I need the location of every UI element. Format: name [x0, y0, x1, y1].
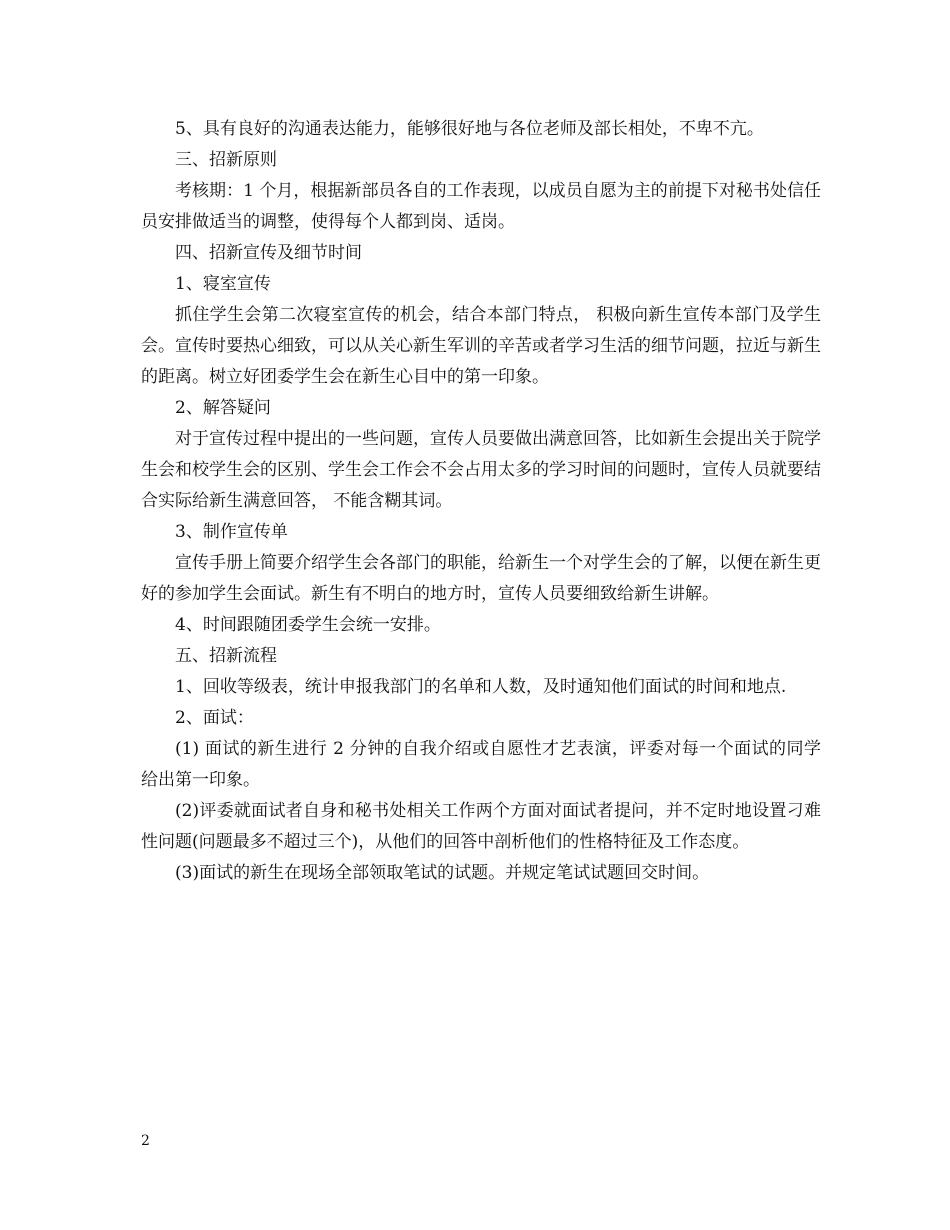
paragraph-make-flyers: 宣传手册上简要介绍学生会各部门的职能，给新生一个对学生会的了解，以便在新生更好的参加学生会面试。新生有不明白的地方时，宣传人员要细致给新生讲解。 — [141, 553, 821, 604]
page-number: 2 — [141, 1133, 150, 1149]
heading-recruitment-process: 五、招新流程 — [175, 646, 277, 666]
paragraph-schedule: 4、时间跟随团委学生会统一安排。 — [175, 615, 441, 635]
subheading-interview: 2、面试： — [175, 708, 254, 728]
paragraph-dorm-publicity: 抓住学生会第二次寝室宣传的机会，结合本部门特点， 积极向新生宣传本部门及学生会。宣传时要热心细致，可以从关心新生军训的辛苦或者学习生活的细节问题，拉近与新生的距离。树立好团委学生会在新生心目中的第一印象。 — [141, 305, 821, 387]
subheading-make-flyers: 3、制作宣传单 — [175, 522, 288, 542]
heading-recruitment-principles: 三、招新原则 — [175, 150, 277, 170]
document-body — [141, 114, 821, 889]
paragraph-answer-questions: 对于宣传过程中提出的一些问题，宣传人员要做出满意回答，比如新生会提出关于院学生会和校学生会的区别、学生会工作会不会占用太多的学习时间的问题时，宣传人员就要结合实际给新生满意回答， 不能含糊其词。 — [141, 429, 821, 511]
paragraph-requirement-5: 5、具有良好的沟通表达能力，能够很好地与各位老师及部长相处，不卑不亢。 — [175, 119, 764, 139]
paragraph-assessment-period: 考核期：1 个月，根据新部员各自的工作表现，以成员自愿为主的前提下对秘书处信任员安排做适当的调整，使得每个人都到岗、适岗。 — [141, 181, 821, 232]
subheading-dorm-publicity: 1、寝室宣传 — [175, 274, 271, 294]
paragraph-interview-step-2: (2)评委就面试者自身和秘书处相关工作两个方面对面试者提问，并不定时地设置刁难性问题(问题最多不超过三个)，从他们的回答中剖析他们的性格特征及工作态度。 — [141, 801, 821, 852]
paragraph-interview-step-3: (3)面试的新生在现场全部领取笔试的试题。并规定笔试试题回交时间。 — [175, 863, 710, 883]
subheading-answer-questions: 2、解答疑问 — [175, 398, 271, 418]
heading-publicity-and-timing: 四、招新宣传及细节时间 — [175, 243, 362, 263]
paragraph-collect-forms: 1、回收等级表，统计申报我部门的名单和人数，及时通知他们面试的时间和地点. — [175, 677, 787, 697]
paragraph-interview-step-1: (1) 面试的新生进行 2 分钟的自我介绍或自愿性才艺表演，评委对每一个面试的同学给出第一印象。 — [141, 739, 821, 790]
